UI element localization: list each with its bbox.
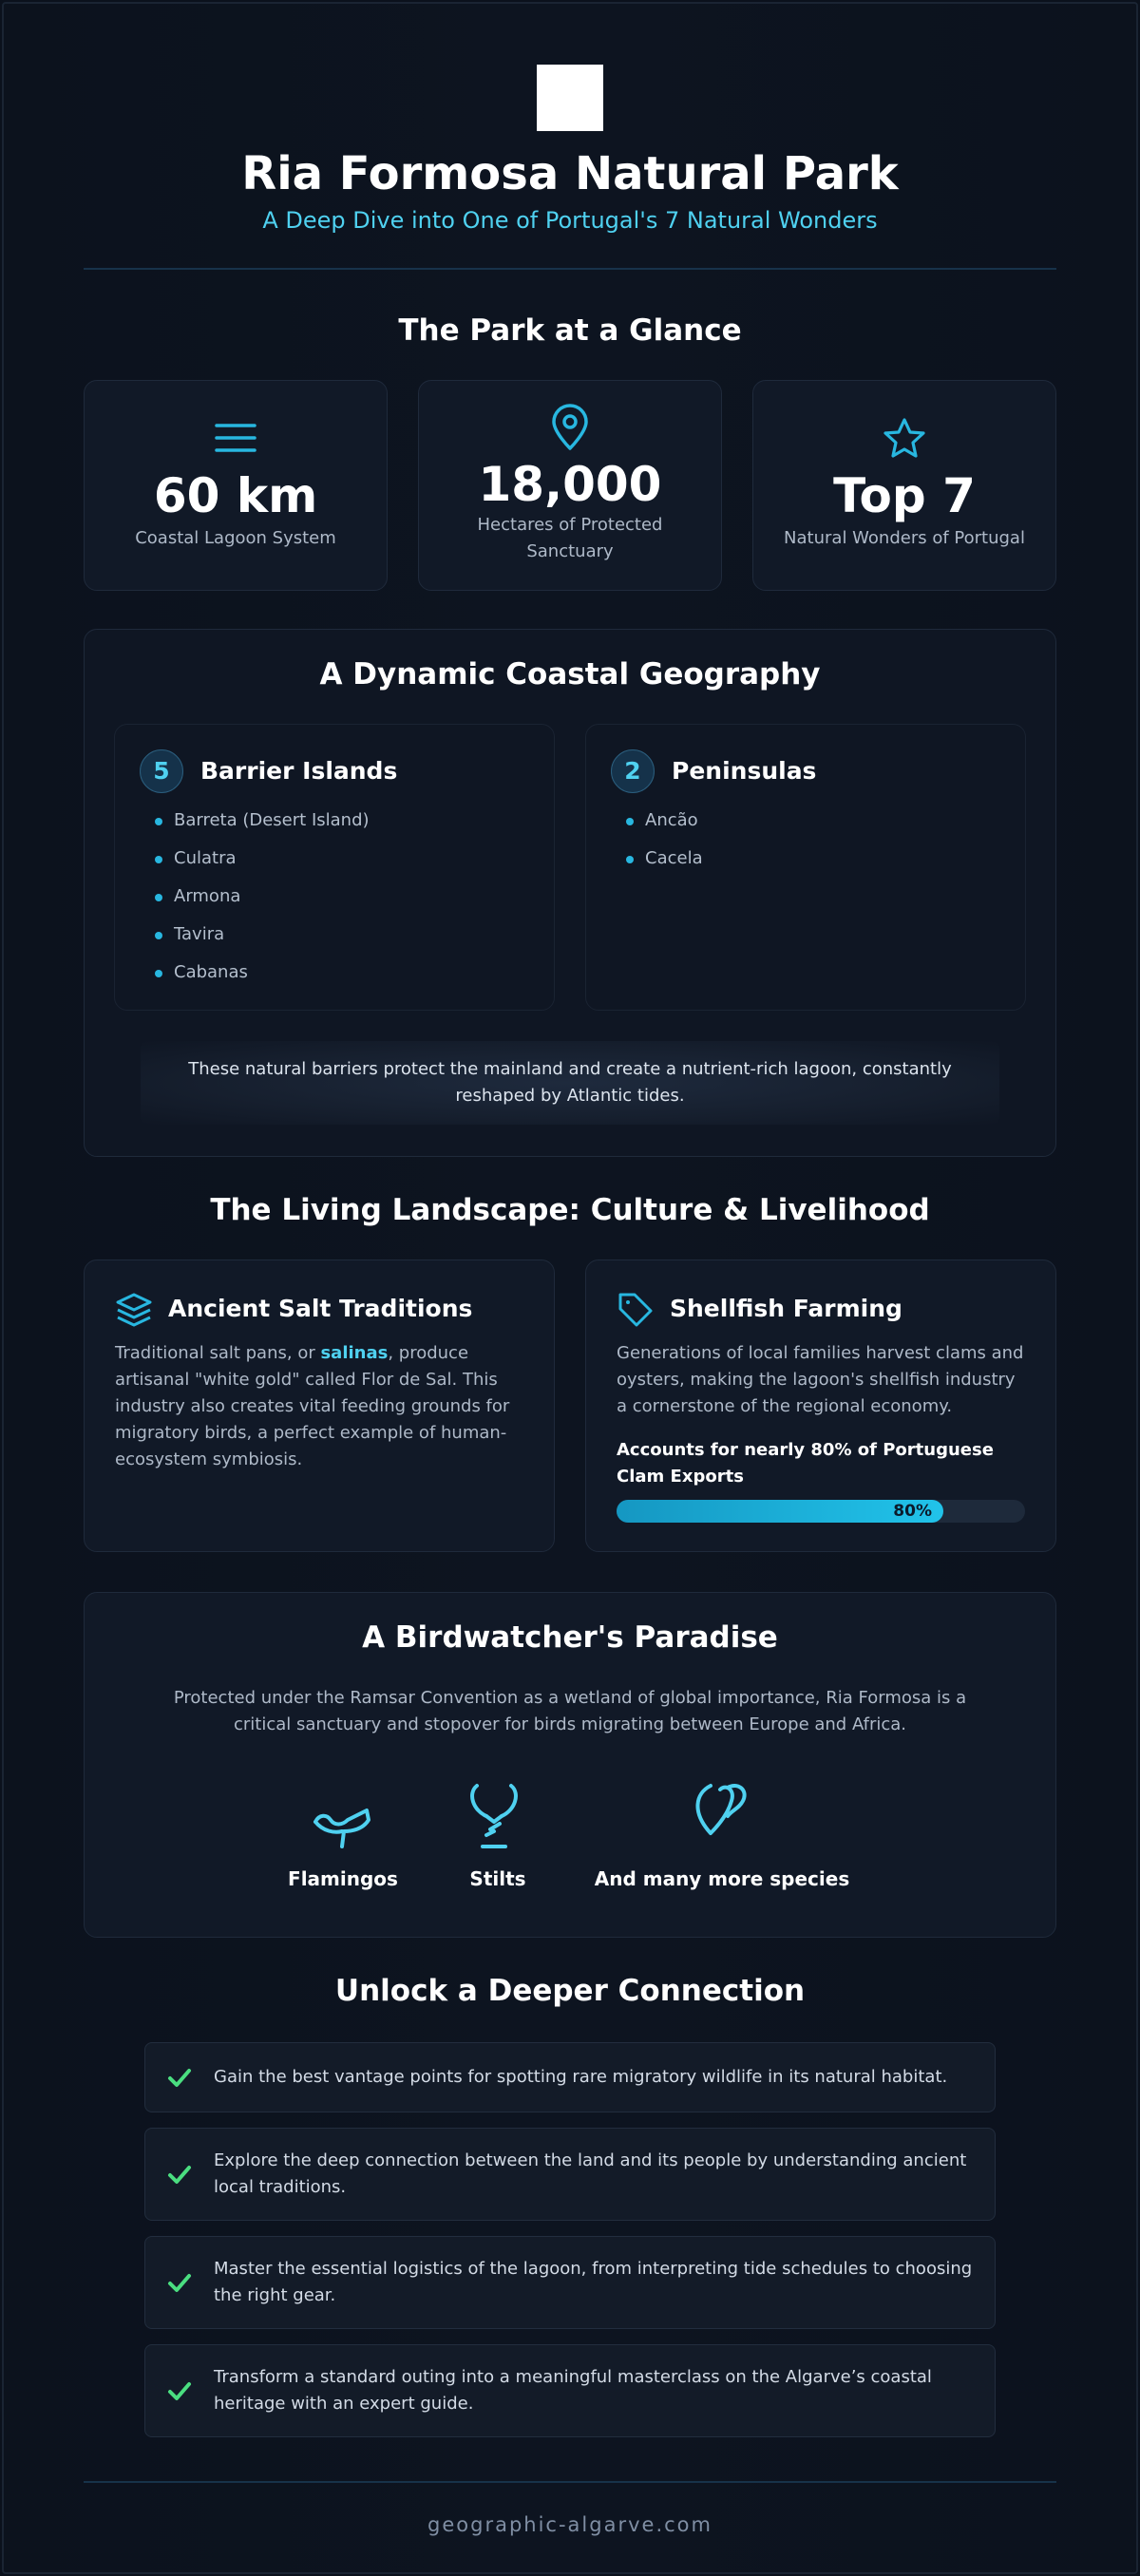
stat-value: 18,000 (478, 457, 662, 512)
salinas-highlight: salinas (320, 1343, 389, 1363)
birds-text: Protected under the Ramsar Convention as a wetland of global importance, Ria Formosa is a critical sanctuary and stopover for birds migrating between Europe and Africa. (173, 1688, 967, 1734)
benefit-item (144, 2042, 996, 2112)
check-icon (166, 2162, 193, 2188)
shellfish-title: Shellfish Farming (670, 1295, 902, 1322)
list-item: Ancão (645, 810, 698, 830)
page-subtitle: A Deep Dive into One of Portugal's 7 Natural Wonders (262, 207, 878, 234)
glance-section-title: The Park at a Glance (398, 313, 742, 348)
stat-value: Top 7 (833, 468, 976, 523)
bird-label-more-species: And many more species (594, 1867, 850, 1890)
layers-icon (115, 1291, 153, 1329)
geography-section-title: A Dynamic Coastal Geography (319, 657, 821, 691)
list-item: Cacela (645, 848, 703, 868)
flamingo-icon (310, 1797, 376, 1850)
culture-section-title: The Living Landscape: Culture & Livelihood (210, 1193, 930, 1227)
stat-label: Coastal Lagoon System (135, 528, 336, 548)
shellfish-text: Generations of local families harvest clams and oysters, making the lagoon's shellfish industry a cornerstone of the regional economy. (617, 1343, 1024, 1416)
progress-text: 80% (893, 1502, 932, 1521)
benefit-item (144, 2128, 996, 2221)
bird-label-stilts: Stilts (469, 1867, 526, 1890)
stat-label: Natural Wonders of Portugal (784, 528, 1025, 548)
benefit-text: Explore the deep connection between the land and its people by understanding ancient local traditions. (214, 2150, 967, 2197)
check-icon (166, 2270, 193, 2297)
bird-label-flamingos: Flamingos (288, 1867, 398, 1890)
stat-label: Hectares of Protected Sanctuary (477, 515, 663, 561)
stilt-icon (466, 1782, 522, 1850)
map-pin-icon (550, 404, 590, 451)
list-item: Armona (174, 886, 240, 906)
progress-fill (617, 1500, 943, 1523)
list-item: Cabanas (174, 962, 248, 982)
check-icon (166, 2065, 193, 2092)
salt-text: Traditional salt pans, or salinas, produce artisanal "white gold" called Flor de Sal. This industry also creates vital feeding grounds for migratory birds, a perfect example of human-ecosystem symbiosis. (115, 1343, 510, 1469)
list-item: Tavira (174, 924, 224, 944)
shellfish-card (585, 1260, 1056, 1552)
benefit-item (144, 2344, 996, 2437)
bird-icon (690, 1780, 756, 1841)
check-icon (166, 2378, 193, 2405)
peninsulas-count-badge: 2 (611, 749, 655, 793)
footer-link[interactable]: geographic-algarve.com (428, 2513, 712, 2536)
header-divider (84, 268, 1056, 270)
stat-card-wonders (752, 380, 1056, 591)
birds-section-title: A Birdwatcher's Paradise (362, 1620, 778, 1655)
stat-value: 60 km (153, 468, 318, 523)
logo-placeholder (537, 65, 603, 131)
benefit-text: Master the essential logistics of the lagoon, from interpreting tide schedules to choosing the right gear. (214, 2259, 973, 2305)
shellfish-stat-label: Accounts for nearly 80% of Portuguese Clam Exports (617, 1440, 994, 1487)
connection-section-title: Unlock a Deeper Connection (334, 1974, 806, 2008)
salt-card (84, 1260, 555, 1552)
barrier-islands-card (114, 724, 555, 1011)
geography-note: These natural barriers protect the mainland and create a nutrient-rich lagoon, constantly reshaped by Atlantic tides. (141, 1041, 999, 1125)
barrier-count-badge: 5 (140, 749, 183, 793)
page-title: Ria Formosa Natural Park (241, 147, 899, 200)
barrier-title: Barrier Islands (200, 757, 398, 785)
list-item: Culatra (174, 848, 237, 868)
list-item: Barreta (Desert Island) (174, 810, 370, 830)
benefit-text: Gain the best vantage points for spotting rare migratory wildlife in its natural habitat. (214, 2067, 948, 2087)
peninsulas-title: Peninsulas (672, 757, 817, 785)
benefit-item (144, 2236, 996, 2329)
peninsulas-card (585, 724, 1026, 1011)
stat-card-length (84, 380, 388, 591)
tag-icon (617, 1291, 655, 1329)
salt-title: Ancient Salt Traditions (168, 1295, 473, 1322)
clam-export-progress (617, 1500, 1025, 1523)
menu-lines-icon (215, 421, 256, 455)
stat-card-area (418, 380, 722, 591)
footer-divider (84, 2481, 1056, 2483)
star-icon (883, 417, 926, 459)
benefit-text: Transform a standard outing into a meaningful masterclass on the Algarve’s coastal heritage with an expert guide. (214, 2367, 932, 2414)
